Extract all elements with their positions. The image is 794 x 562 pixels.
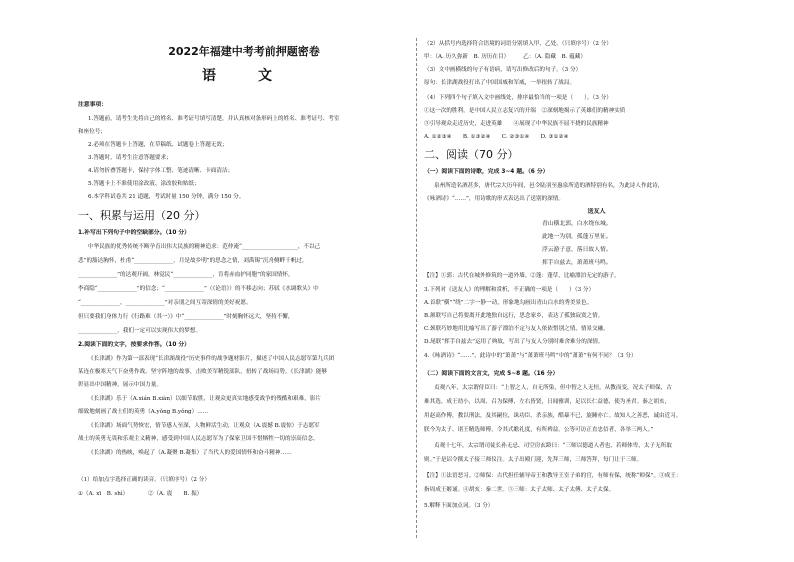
notice-line: 和座位号； [78, 129, 106, 135]
option-line: A. ①②③④ B. ①③②④ C. ②③①④ D. ③①②④ [424, 134, 569, 140]
question-line: （3）文中画横线的句子有语病，请写出修改后的句子。（3 分） [424, 67, 582, 73]
passage-line: 则。”于是诏令撰太子接三师仪注。太子出殿门迎，先拜三师，三师答拜，每门让于三师。 [424, 457, 643, 463]
option-line: D.尾联“挥手自兹去”运用了典故，写出了与友人分别时难舍难分的深情。 [424, 339, 604, 345]
passage-line: 细致地刻画了战士们的英勇（A.yǒng B.yǒng）…… [78, 409, 209, 415]
question-title: 5.解释下面加点词。（3 分） [424, 503, 494, 509]
passage-line: 贞观八年，太宗谓侍臣曰：“上智之人，自无所染，但中智之人无恒，从教而变，况太子师保，古 [434, 385, 672, 391]
option-line: ①这一次的胜利，是中国人民立志复兴的开端 ②深刻地揭示了英雄们的精神实质 [424, 108, 626, 114]
note-line: 【注】①法语恶习。②师保：古代担任辅导帝王和教导王室子弟的官，有师有保，统称“师保”。③成王： [424, 473, 682, 479]
notice-line: 6.本学科试卷共 21 道题，考试时量 150 分钟，满分 150 分。 [88, 194, 245, 200]
left-column [78, 0, 410, 562]
exam-title: 2022年福建中考考前押题密卷 [168, 45, 320, 58]
question-line: “______________，______________”对亲朋之间互寄深情的美好祝愿。 [78, 300, 252, 306]
question-line: 但只要我们身体力行《行路难（其一）》中“______________”时刻胸怀远大，坚持不懈， [78, 314, 294, 320]
subject-title: 语 文 [202, 68, 286, 84]
column-divider [416, 38, 417, 538]
notice-line: 3.答题时，请考生注意答题要求； [88, 155, 172, 161]
section-heading: 二、阅读（70 分） [424, 148, 519, 161]
passage-line: 《长津湖》乐于（A.xián B.xiàn）以细节取胜，让观众更真实地感受战争的残酷和艰难，影片 [88, 396, 322, 402]
passage-line: 战士的英勇无畏和乐观主义精神，感受到中国人民志愿军为了保家卫国不惜牺牲一切的崇高信念。 [78, 436, 319, 442]
question-title: 4.《咏酒诗》“……”，此诗中的“萧萧”与“萧萧班马鸣”中的“萧萧”有何不同？（3 分） [424, 353, 637, 359]
poem-line: 此地一为别，孤蓬万里征。 [542, 234, 612, 240]
note-line: 指周成王姬诵。④胡亥：秦二世。⑤三师：太子太师、太子太傅、太子太保。 [424, 487, 615, 493]
passage-line: 彰显出中国精神，展示中国力量。 [78, 382, 162, 388]
notice-line: 4.请勿折叠答题卡，保持字体工整、笔迹清晰、卡面清洁； [88, 168, 234, 174]
question-line: ①（A. xī B. shì） ②（A. 震 B. 振） [78, 491, 203, 497]
question-line: 甲：（A. 历久弥新 B. 历历在目） 乙：（A. 隐藏 B. 蕴藏） [424, 54, 586, 60]
question-line: （1）给加点字选择正确的读音。（只填序号）（2 分） [78, 477, 210, 483]
question-line: 悲”的豁达胸怀，杜甫“______________，月是故乡明”的思念之情，刘禹锡“沉舟侧畔千帆过， [78, 258, 308, 264]
intro-line: 泉州所造名酒甚多，唐代宗大历年间，邑令陆羽至惠泉所造的酒特别有名，为此诗人作此诗， [434, 183, 664, 189]
right-column [424, 0, 769, 562]
notice-heading: 注意事项： [78, 102, 107, 108]
poem-title: 送友人 [587, 208, 606, 215]
question-title: 1.补写出下列句子中的空缺部分。（10 分） [78, 230, 190, 236]
question-line: ______________”的达观开阔，林觉民“______________，肯将赤血护同胞”的家国情怀， [78, 272, 294, 278]
notice-line: 5.答题卡上不准使用涂改液、涂改胶和贴纸； [88, 181, 200, 187]
option-line: C.颈联巧妙地用比喻写出了游子漂泊不定与友人依依惜别之情，情景交融。 [424, 326, 609, 332]
notice-line: 2.必须在答题卡上答题，在草稿纸、试题卷上答题无效； [88, 142, 228, 148]
subsection-heading: （二）阅读下面的文言文，完成 5~8 题。（16 分） [424, 371, 559, 377]
question-line: 中华民族的优秀传统不断孕育出伟大民族的精神追求：范仲淹“____________________，不以己 [88, 244, 321, 250]
note-line: 【注】①郭：古代在城外修筑的一道外墙。②蓬：蓬草，比喻漂泊无定的游子。 [424, 273, 620, 279]
question-line: 李商隐“______________”的信念；“______________”（《论语》）的不移志向；苏轼《水调歌头》中 [78, 286, 319, 292]
passage-line: 用赵高作傅，教以刑法，及其嗣位，诛功臣，杀亲族，酷暴不已，旋踵亦亡。故知人之善恶，诚由近习。 [424, 413, 682, 419]
poem-line: 青山横北郭，白水绕东城。 [542, 221, 612, 227]
question-line: （4）下列四个句子填入文中画线处，排序最恰当的一项是（ ）。（3 分） [424, 95, 612, 101]
passage-line: 难其选。成王幼小，以周、召为保傅，左右皆贤，日闻雅训，足以长仁益德，使为圣君。秦之胡亥， [424, 399, 671, 405]
passage-line: 《长津湖》作为第一部表现“长津湖战役”历史事件的战争题材影片，描述了中国人民志愿军第九兵团 [88, 356, 335, 362]
question-title: 2.阅读下面的文字，按要求作答。（10 分） [78, 342, 190, 348]
passage-line: 《长津湖》的热映，唤起了（A.凝聚 B.凝集）了当代人的爱国情怀和奋斗精神…… [88, 450, 292, 456]
option-line: A.首联“横”“绕”二字一静一动，形象地勾画出青山白水的秀美景色。 [424, 300, 593, 306]
passage-line: 《长津湖》场面气势恢宏，情节感人至深，人物鲜活生动，让观众（A.震撼 B.震惊）于志愿军 [88, 423, 320, 429]
question-line: 原句：长津湖战役打出了中国国威和军威，一举扭转了战局。 [424, 80, 576, 86]
passage-line: 朕今为太子、诸王精选师傅，令其式瞻礼度，有所裨益。公等可访正直忠信者，各举三两人。” [424, 427, 654, 433]
section-heading: 一、积累与运用（20 分） [78, 209, 206, 222]
poem-line: 浮云游子意，落日故人情。 [542, 247, 612, 253]
intro-line: 《咏酒诗》“……”，用诗歌的形式表达出了送别的深情。 [424, 196, 564, 202]
subsection-heading: （一）阅读下面的诗歌，完成 3~4 题。（6 分） [424, 169, 549, 175]
question-title: 3.下列对《送友人》的理解和赏析，不正确的一项是（ ）（3 分） [424, 287, 595, 293]
question-line: ______________，我们一定可以实现伟大的梦想。 [78, 328, 202, 334]
poem-line: 挥手自兹去，萧萧班马鸣。 [542, 260, 612, 266]
passage-line: 贞观十七年，太宗谓司徒长孙无忌、司空房玄龄曰：“三师以德道人者也，若师体卑，太子无所取 [434, 443, 672, 449]
option-line: B.颔联写自己将要离开此地独自远行，思念家乡，表达了孤独寂寞之情。 [424, 313, 604, 319]
question-line: （2）从括号内选择符合语境的词语分别填入甲、乙处。（只填序号）（2 分） [424, 41, 612, 47]
option-line: ③引导观众走近历史，走进英雄 ④展现了中华民族不屈不挠的民族精神 [424, 121, 609, 127]
passage-line: 某连在极寒天气下奋勇作战、坚守阵地的故事，击败美军精锐部队，扭转了战场局势。《长津湖》能够 [78, 369, 327, 375]
notice-line: 1.答题前，请考生先将自己的姓名、准考证号填写清楚，并认真核对条形码上的姓名、准考证号、考室 [88, 116, 340, 122]
